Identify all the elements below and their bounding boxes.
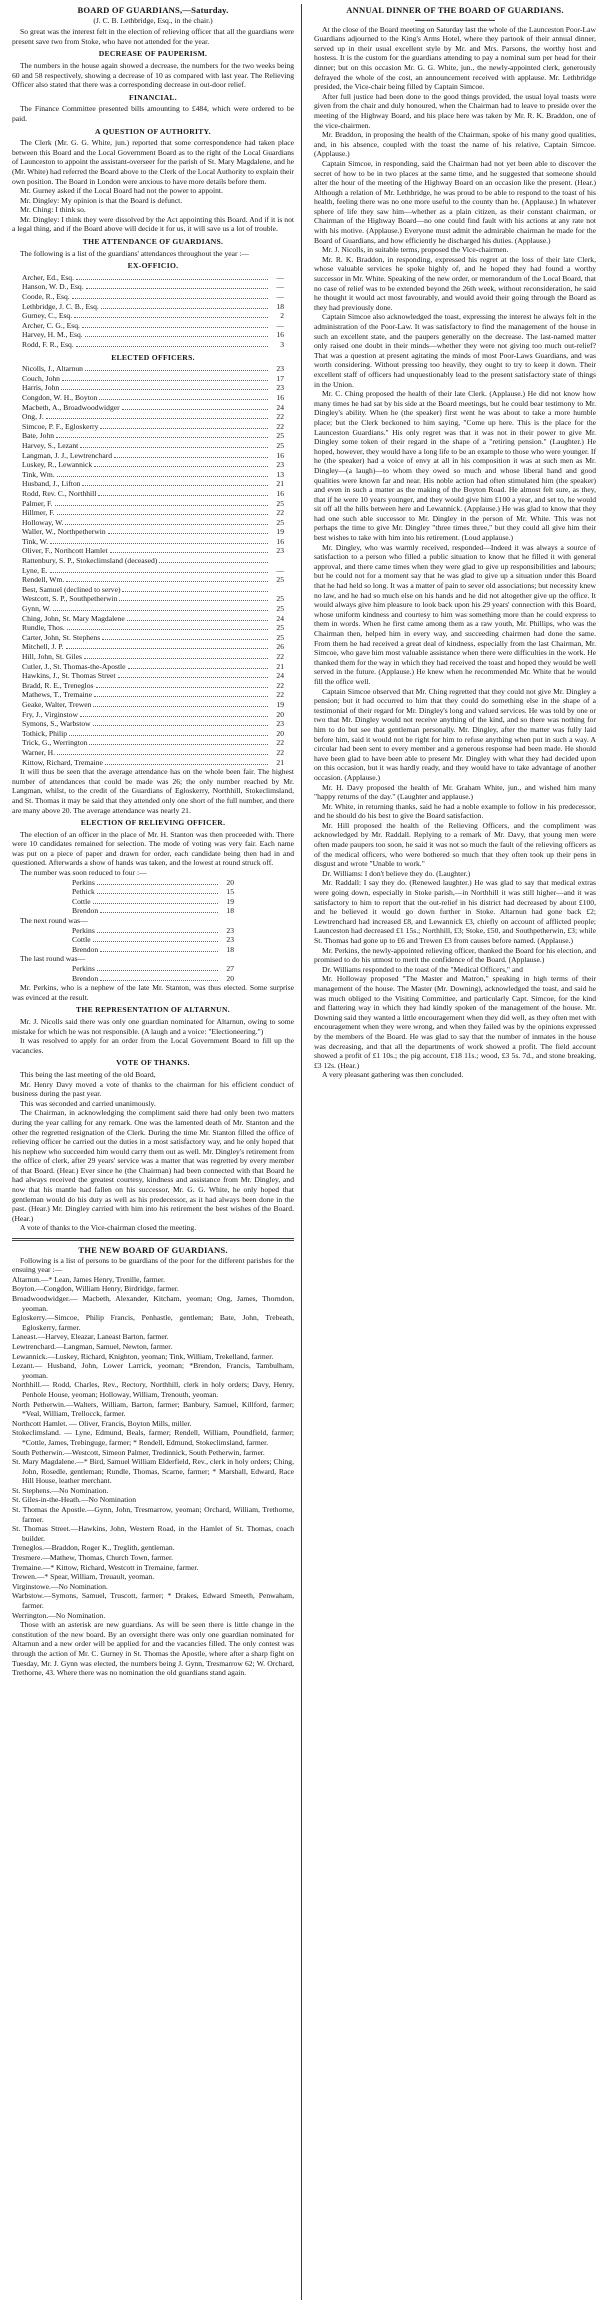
dinner-paragraph: Mr. White, in returning thanks, said he had a noble example to follow in his predecessor, and he should do his best to give the Board satisfaction. (314, 801, 596, 821)
parish-entry: St. Stephens.—No Nomination. (12, 1485, 109, 1495)
attendance-row: Luskey, R., Lewannick 23 (22, 460, 284, 470)
new-board-closing: Those with an asterisk are new guardians. As will be seen there is little change in the constitution of the new board. By an oversight there was only one guardian nominated for Altarnun and a new order will be applied for and the vacancies filled. The only contest was through the action of Mr. C. Gurney in St. Thomas the Apostle, where after a sharp fight on Tuesday, Mr. J. Gynn was elected, the numbers being J. Gynn, Tresmarrow 62; W. Orchard, Trethorne, 43. Where there was no nomination the old guardians stand again. (12, 1620, 294, 1678)
attendance-row: Best, Samuel (declined to serve) (22, 585, 284, 595)
title-rule (415, 20, 495, 21)
dinner-paragraph: Captain Simcoe also acknowledged the toast, expressing the interest he always felt in the administration of the Poor-Law. It was satisfactory to find the management of the house in such an excellent state, and the paupers generally on the decrease. The last-named matter only raised one doubt in their minds—whether they were not giving too much out-relief? That was a question at present agitating the minds of most Poor-Laws Guardians, and was worth considering. Without pressing too heavily, they ought to try to keep it down. Their excellent staff of officers had unquestionably lead to the present satisfactory state of things in the Union. (314, 312, 596, 389)
dinner-paragraph: Mr. Perkins, the newly-appointed relieving officer, thanked the Board for his election, and promised to do his utmost to merit the confidence of the Board. (Applause.) (314, 945, 596, 965)
attendance-row: Simcoe, P. F., Egloskerry 22 (22, 421, 284, 431)
altarnun-heading: THE REPRESENTATION OF ALTARNUN. (76, 1005, 230, 1015)
attendance-summary: It will thus be seen that the average attendance has on the whole been fair. The highest number of attendances that could be made was 26; the only number reached by Mr. Langman, whilst, to the credit of the Guardians of Egloskerry, Northhill, Stokeclimsland, and St. Thomas it may be said that they attended only one short of the full number, and there are many above 20. The average attendance was nearly 21. (12, 767, 294, 815)
new-board-title: THE NEW BOARD OF GUARDIANS. (78, 1245, 228, 1256)
attendance-row: Trick, G., Werrington 22 (22, 738, 284, 748)
vote-row: Cottle 19 (72, 896, 234, 906)
vote-row: Pethick 15 (72, 887, 234, 897)
dinner-paragraph: Mr. R. K. Braddon, in responding, expressed his regret at the loss of their late Clerk, whose valuable services he spoke highly of, and he hoped they had found a worthy successor in Mr. White. Speaking of the new order, or memorandum of the Local Board, that no case of relief was to be extended beyond the 26th week, without reconsideration, he said he thought it would act most favourably, and would avoid their going through the Board as they had previously done. (314, 254, 596, 312)
dinner-title: ANNUAL DINNER OF THE BOARD OF GUARDIANS. (346, 5, 564, 15)
attendance-row: Geake, Walter, Trewen 19 (22, 699, 284, 709)
attendance-row: Rodd, Rev. C., Northhill 16 (22, 488, 284, 498)
attendance-row: Waller, W., Northpetherwin 19 (22, 527, 284, 537)
attendance-row: Macbeth, A., Broadwoodwidger 24 (22, 402, 284, 412)
attendance-row: Fry, J., Virginstow 20 (22, 709, 284, 719)
attendance-intro: The following is a list of the guardians' attendances throughout the year :— (20, 248, 250, 258)
thanks-paragraph: This being the last meeting of the old Board, (20, 1069, 156, 1079)
parish-entry: Werrington.—No Nomination. (12, 1610, 106, 1620)
attendance-row: Congdon, W. H., Boyton 16 (22, 392, 284, 402)
authority-paragraph: Mr. Dingley: My opinion is that the Board is defunct. (20, 195, 183, 205)
parish-entry: South Petherwin.—Westcott, Simeon Palmer, Tredinnick, South Petherwin, farmer. (12, 1447, 265, 1457)
thanks-paragraph: A vote of thanks to the Vice-chairman closed the meeting. (20, 1223, 197, 1233)
dinner-paragraph: Mr. Braddon, in proposing the health of the Chairman, spoke of his many good qualities, and, in his absence, coupled with the toast the name of his relative, Captain Simcoe. (Applause.) (314, 130, 596, 159)
attendance-row: Lyne, E. — (22, 565, 284, 575)
dinner-paragraph: A very pleasant gathering was then concluded. (322, 1070, 464, 1080)
attendance-row: Ong, J. 22 (22, 412, 284, 422)
attendance-row: Bradd, R. E., Treneglos 22 (22, 680, 284, 690)
parish-entry: Lezant.— Husband, John, Lower Larrick, yeoman; *Brendon, Francis, Tambulham, yeoman. (12, 1361, 294, 1380)
parish-entry: Stokeclimsland. — Lyne, Edmund, Beals, farmer; Rendell, William, Poundfield, farmer; *Cottle, James, Trebinguge, farmer; * Rendell, Edmund, Stokeclimsland, farmer. (12, 1428, 294, 1447)
attendance-row: Holloway, W. 25 (22, 517, 284, 527)
parish-list (12, 1275, 294, 1620)
attendance-row: Husband, J., Lifton 21 (22, 479, 284, 489)
attendance-row: Archer, C. G., Esq. — (22, 320, 284, 330)
dinner-paragraph: Mr. C. Ching proposed the health of their late Clerk. (Applause.) He did not know how many times he had sat by his side at the Board meetings, but he could bear testimony to Mr. Dingley's ability. When he (the speaker) first went he was about to take a more humble place; but the Clerk beckoned to him saying, "Come up here. This is the place for the Launceston Guardians." His only regret was that it was not in their power to give Mr. Dingley some token of their regard in the shape of a "retiring pension." (Laughter.) He hoped, however, they would have a long life to be an example to those who were younger. If he (the speaker) had a voice of envy at all in his composition it was at such men as Mr. Dingley—(a laugh)—to whom they owed so much and whose liberal hand and good qualities were known far and near. His noble action had often stimulated him (the speaker) and even in such a matter as the making of the Boyton Road. He almost felt sure, as they, that if he were 10 years younger, and they would give him £100 a year, and set to, he would sit off all the hills between here and Lewannick. (Applause.) He was glad to know that they had one such able successor to Mr. Dingley in the person of Mr. White. This was not perhaps the time to give Mr. Dingley "three times three," but they could all give him their best wishes to take with him into his retirement. (Loud applause.) (314, 389, 596, 543)
vote-round-2 (12, 926, 294, 955)
attendance-row: Archer, Ed., Esq. — (22, 272, 284, 282)
exofficio-list (12, 273, 294, 350)
vote-round-1 (12, 878, 294, 916)
authority-paragraph: Mr. Ching: I think so. (20, 205, 86, 215)
attendance-row: Nicolls, J., Altarnun 23 (22, 364, 284, 374)
attendance-row: Palmer, F. 25 (22, 498, 284, 508)
vote-row: Cottle 23 (72, 935, 234, 945)
chair-line: (J. C. B. Lethbridge, Esq., in the chair.) (93, 15, 213, 25)
parish-entry: Virginstowe.—No Nomination. (12, 1581, 108, 1591)
dinner-paragraph: Mr. Holloway proposed "The Master and Matron," speaking in high terms of their management of the house. The Master (Mr. Downing), acknowledged the toast, and said he was much obliged to the Visiting Committee, and particularly Capt. Simcoe, for the kind and flattering way in which they had kindly spoken of the management of the house. Mr. Downing said they wanted a little encouragement when they did well, as they often met with encouragement when they were wrong, and when they failed was by the opinions expressed by the members of the Board. He was glad to say that the number of inmates in the house was decreasing, and that all the departments of work showed a profit. The field account showed a profit of £1 10s.; the pig account, £18 11s.; wood, £3 5s. 7d., and stone breaking, £3 12s. (Hear.) (314, 974, 596, 1070)
parish-entry: Tresmere.—Mathew, Thomas, Church Town, farmer. (12, 1553, 174, 1563)
authority-paragraph: The Clerk (Mr. G. G. White, jun.) reported that some correspondence had taken place between this Board and the Local Government Board as to the right of the Local Guardians of Launceston to appoint the assistant-overseer for the parish of St. Mary Magdalene, and he (Mr. White) had referred the Board above to the Clerk of the Local Authority to explain their own position. The Board in London were anxious to have more details before them. (12, 138, 294, 186)
pauperism-paragraph: The numbers in the house again showed a decrease, the numbers for the two weeks being 60 and 58 respectively, showing a decrease of 10 as compared with last year. The Relieving Officer also stated that there was a corresponding decrease in out-door relief. (12, 60, 294, 90)
election-heading: ELECTION OF RELIEVING OFFICER. (80, 818, 226, 828)
next-round-label: The next round was— (20, 916, 88, 926)
parish-entry: St. Thomas Street.—Hawkins, John, Western Road, in the Hamlet of St. Thomas, coach builder. (12, 1524, 294, 1543)
attendance-row: Rodd, F. R., Esq. 3 (22, 340, 284, 349)
parish-entry: Lewannick.—Luskey, Richard, Knighton, yeoman; Tink, William, Trekelland, farmer. (12, 1351, 274, 1361)
election-paragraph: The election of an officer in the place of Mr. H. Stanton was then proceeded with. There were 10 candidates remained for selection. The mode of voting was very fair. Each name was put on a piece of paper and drawn for order, each candidate being then had in and questioned. Afterwards a show of hands was taken, and the lowest at round struck off. (12, 829, 294, 868)
attendance-row: Carter, John, St. Stephens 25 (22, 632, 284, 642)
election-paragraph: The number was soon reduced to four :— (20, 868, 147, 878)
parish-entry: Laneast.—Harvey, Eleazar, Laneast Barton, farmer. (12, 1332, 169, 1342)
attendance-row: Harris, John 23 (22, 383, 284, 393)
thanks-paragraph: This was seconded and carried unanimously. (20, 1098, 156, 1108)
dinner-paragraph: Mr. H. Davy proposed the health of Mr. Graham White, jun., and wished him many "happy returns of the day." (Laughter and applause.) (314, 782, 596, 802)
attendance-row: Hill, John, St. Giles 22 (22, 652, 284, 661)
parish-entry: Egloskerry.—Simcoe, Philip Francis, Penhastle, gentleman; Bate, John, Trebeath, Egloskerry, farmer. (12, 1313, 294, 1332)
parish-entry: Broadwoodwidger.— Macbeth, Alexander, Kitcham, yeoman; Ong, James, Thorndon, yeoman. (12, 1294, 294, 1313)
attendance-row: Hanson, W. D., Esq. — (22, 282, 284, 292)
parish-entry: North Petherwin.—Walters, William, Barton, farmer; Banbury, Samuel, Killford, farmer; *Veal, William, Trellocck, farmer. (12, 1399, 294, 1419)
vote-row: Perkins 27 (72, 964, 234, 973)
parish-entry: Boyton.—Congdon, William Henry, Birdridge, farmer. (12, 1284, 179, 1294)
thanks-heading: VOTE OF THANKS. (116, 1058, 190, 1068)
parish-entry: Altarnun.—* Lean, James Henry, Trenille, farmer. (12, 1274, 166, 1284)
attendance-row: Gynn, W. 25 (22, 604, 284, 614)
attendance-row: Tink, W. 16 (22, 536, 284, 546)
attendance-row: Cutler, J., St. Thomas-the-Apostle 21 (22, 661, 284, 671)
attendance-row: Bate, John 25 (22, 431, 284, 441)
pauperism-heading: DECREASE OF PAUPERISM. (98, 49, 208, 59)
parish-entry: St. Giles-in-the-Heath.—No Nomination (12, 1495, 137, 1505)
parish-entry: St. Thomas the Apostle.—Gynn, John, Tresmarrow, yeoman; Orchard, William, Trethorne, farmer. (12, 1505, 294, 1524)
attendance-row: Harvey, H. M., Esq. 16 (22, 330, 284, 340)
attendance-row: Mathews, T., Tremaine 22 (22, 690, 284, 700)
thanks-paragraph: Mr. Henry Davy moved a vote of thanks to the chairman for his efficient conduct of business during the past year. (12, 1079, 294, 1099)
vote-row: Perkins 23 (72, 925, 234, 935)
intro-paragraph: So great was the interest felt in the election of relieving officer that all the guardians were present save two from Stoke, who have not attended for the year. (12, 27, 294, 46)
attendance-row: Lethbridge, J. C. B., Esq. 18 (22, 301, 284, 311)
attendance-heading: THE ATTENDANCE OF GUARDIANS. (82, 237, 224, 247)
parish-entry: Northhill.— Rodd, Charles, Rev., Rectory, Northhill, clerk in holy orders; Davy, Henry, Penhole House, yeoman; Holloway, William, Trenouth, yeoman. (12, 1380, 294, 1399)
dinner-paragraph: Captain Simcoe, in responding, said the Chairman had not yet been able to discover the secret of how to be in two places at the same time, and he suggested that someone should alter the hour of the meeting of the Highway Board on an occasion like the present. (Hear.) Although a relation of Mr. Lethbridge, he was proud to be able to respond to the toast of his health, feeling there was no one more useful to the county than he. (Applause.) In whatever sphere of life they saw him—whether as a plain citizen, as their constant chairman, or Chairman of the Highway Board—no one could find fault with his actions at any rate not with his motive. (Applause.) Everyone must admit the admirable chairman he made for the Board of Guardians, and how efficiently he discharged his duties. (Applause.) (314, 158, 596, 245)
elected-heading: ELECTED OFFICERS. (111, 352, 195, 362)
parish-entry: St. Mary Magdalene.—* Bird, Samuel William Elderfield, Rev., clerk in holy orders; Ching, John, Rosedle, gentleman; Rundle, Thomas, Scarne, farmer; * Marshall, Edward, Race Hill House, leather merchant. (12, 1457, 294, 1486)
dinner-paragraph: Mr. J. Nicolls, in suitable terms, proposed the Vice-chairmen. (322, 245, 509, 255)
attendance-row: Westcott, S. P., Southpetherwin 25 (22, 594, 284, 604)
dinner-paragraph: Dr. Williams responded to the toast of the "Medical Officers," and (322, 964, 523, 974)
exofficio-heading: EX-OFFICIO. (127, 261, 179, 271)
attendance-row: Rattenbury, S. P., Stokeclimsland (deceased) (22, 556, 284, 566)
right-column (314, 6, 596, 1080)
dinner-paragraph: Mr. Hill proposed the health of the Relieving Officers, and the compliment was acknowledged by Mr. Raddall. Replying to a remark of Mr. Davy, that young men were often made paupers too soon, he said it was not so much the fault of the relieving officers as of the medical officers, who were bothered so much that they often took up their pens in disgust and wrote "Unable to work." (314, 820, 596, 869)
dinner-paragraph: At the close of the Board meeting on Saturday last the whole of the Launceston Poor-Law Guardians adjourned to the King's Arms Hotel, where they partook of their annual dinner, served up in their usual excellent style by Mr. and Mrs. Parsons, the worthy host and hostess. It is the custom for the guardians attending to pay a nominal sum per head for their dinner; but on this occasion Mr. G. G. White, jun., the newly-appointed clerk, generously defrayed the whole of the cost, an announcement received with applause. Mr. Lethbridge presided, the Vice-chair being filled by Captain Simcoe. (314, 24, 596, 92)
attendance-row: Oliver, F., Northcott Hamlet 23 (22, 546, 284, 556)
attendance-row: Hillmer, F. 22 (22, 508, 284, 518)
attendance-row: Rendell, Wm. 25 (22, 575, 284, 585)
authority-paragraph: Mr. Dingley: I think they were dissolved by the Act appointing this Board. And if it is not a legal thing, and if the Board above will decide it for us, it will save us a lot of trouble. (12, 214, 294, 234)
parish-entry: Tremaine.—* Kittow, Richard, Westcott in Tremaine, farmer. (12, 1562, 199, 1572)
parish-entry: Treneglos.—Braddon, Roger K., Treglith, gentleman. (12, 1543, 175, 1553)
attendance-row: Harvey, S., Lezant 25 (22, 440, 284, 450)
financial-paragraph: The Finance Committee presented bills amounting to £484, which were ordered to be paid. (12, 104, 294, 123)
dinner-paragraph: After full justice had been done to the good things provided, the usual loyal toasts were given from the chair and duly honoured, when the Chairman had to leave to preside over the meeting of the Highway Board, and his place here was taken by Mr. R. K. Braddon, one of the vice-chairmen. (314, 91, 596, 130)
attendance-row: Couch, John 17 (22, 373, 284, 383)
parish-entry: Northcott Hamlet. — Oliver, Francis, Boyton Mills, miller. (12, 1418, 192, 1428)
parish-entry: Lewtrenchard.—Langman, Samuel, Newton, farmer. (12, 1341, 173, 1351)
thanks-paragraph: The Chairman, in acknowledging the compliment said there had only been two matters during the year calling for any remark. One was the lamented death of Mr. Stanton and the other the regretted resignation of the Clerk. During the time Mr. Stanton filled the office of relieving officer he carried out the duties in a most satisfactory way, and he only hoped that his nephew who succeeded him would carry them out as well. Mr. Dingley's retirement from the office of clerk, after 29 years' service was a matter that was regretted by every member of that Board. (Hear.) Ever since he (the Chairman) had been connected with that Board he had always received the greatest courtesy, kindness and assistance from Mr. Dingley, and now that his mantle had fallen on his successor, Mr. G. G. White, he only hoped that gentleman would do his duty as well as his predecessor, as it had always been done in the past. (Hear.) Mr. Dingley carried with him into his retirement the best wishes of the Board. (Hear.) (12, 1108, 294, 1223)
last-round-label: The last round was— (20, 954, 86, 964)
attendance-row: Gurney, C., Esq. 2 (22, 311, 284, 321)
dinner-paragraph: Mr. Dingley, who was warmly received, responded—Indeed it was always a source of satisfaction to a person who filled a public situation to know that he filled it with general approval, and there came times when they were glad to give up responsibilities and labours; but he could not for a moment say that he was glad to give up a situation under this Board that he had held so long. It was a matter of pain to sever old associations; but necessity knew no law, and he had so much else on his hands and he did not altogether give up the office. It would always give him pleasure to look back upon his 29 years' connection with this Board, whose uniform kindness and courtesy to him was something more than he could express to them in words. When he first came among them as a raw youth, Mr. Phillips, who was the Chairman then, helped him in every way, and succeeding chairmen had done the same. From them he had received a great deal of kindness, especially from the last Chairman, Mr. Simcoe, who gave him most valuable assistance when there were difficulties in the work. He thanked them for the way in which they had received the toast and hoped they would be well served in the future. (Applause.) He knew when he recommended Mr. White that he would fill the office well. (314, 542, 597, 686)
parish-entry: Warbstow.—Symons, Samuel, Truscott, farmer; * Drakes, Edward Smeeth, Penwaham, farmer. (12, 1591, 294, 1610)
vote-row: Brendon 18 (72, 944, 234, 954)
attendance-row: Ching, John, St. Mary Magdalene 24 (22, 613, 284, 623)
altarnun-paragraph: It was resolved to apply for an order from the Local Government Board to fill up the vacancies. (12, 1036, 294, 1055)
altarnun-paragraph: Mr. J. Nicolls said there was only one guardian nominated for Altarnun, owing to some mistake for which he was not responsible. (A laugh and a voice: "Electioneering.") (12, 1016, 294, 1036)
dinner-paragraph: Captain Simcoe observed that Mr. Ching regretted that they could not give Mr. Dingley a pension; but it had occurred to him that they could do something else in the shape of a testimonial of their regard for Mr. Dingley's long and valued services. He was told by one or two that Mr. Dingley would not receive anything of the kind, and so there was nothing for him to do but see that gentleman personally. Mr. Dingley, after the matter was fully laid before him, said it would not be right for him to refuse anything when put in such a way. A circular had been sent to every member and a generous response had been made. He should have been glad to have been able to present Mr. Dingley with what they had decided upon on this occasion, but it was hardly ready, and they would have to take advantage of another occasion. (Applause.) (314, 686, 596, 782)
authority-paragraph: Mr. Gurney asked if the Local Board had not the power to appoint. (20, 186, 223, 196)
election-result: Mr. Perkins, who is a nephew of the late Mr. Stanton, was thus elected. Some surprise was evinced at the result. (12, 983, 294, 1002)
vote-row: Brendon 18 (72, 906, 234, 916)
dinner-paragraph: Mr. Raddall: I say they do. (Renewed laughter.) He was glad to say that medical extras were going down, especially in Stoke parish,—in Northhill it was still higher—and it was satisfactory to him to report that the out-relief in his district had decreased by about £100, and he believed it would go down further in Stoke. Altarnun had gone back £2; Lewtrenchard had increased £8, and Lewannick £3, chiefly on account of afflicted people; Launceston had decreased £1 15s.; Northhill, £3; Stoke, £50, and Southpetherwin, £3; while St. Thomas had gone up to £6 and Trewen £3 from causes before named. (Applause.) (314, 878, 596, 945)
attendance-row: Rundle, Thos. 25 (22, 623, 284, 633)
attendance-row: Tothick, Philip 20 (22, 728, 284, 738)
attendance-row: Mitchell, J. P. 26 (22, 642, 284, 652)
attendance-row: Coode, R., Esq. — (22, 292, 284, 302)
vote-round-3 (12, 964, 294, 983)
left-column (12, 6, 294, 1678)
attendance-row: Symons, S., Warbstow 23 (22, 719, 284, 729)
new-board-intro: Following is a list of persons to be guardians of the poor for the different parishes for the ensuing year :— (12, 1255, 294, 1275)
attendance-row: Hawkins, J., St. Thomas Street 24 (22, 671, 284, 681)
dinner-paragraph: Dr. Williams: I don't believe they do. (Laughter.) (322, 868, 471, 878)
attendance-row: Warner, H. 22 (22, 747, 284, 757)
attendance-row: Tink, Wm. 13 (22, 469, 284, 479)
elected-list (12, 364, 294, 767)
vote-row: Brendon 20 (72, 973, 234, 983)
financial-heading: FINANCIAL. (129, 92, 177, 102)
authority-heading: A QUESTION OF AUTHORITY. (95, 126, 211, 136)
parish-entry: Trewen.—* Spear, William, Treuault, yeoman. (12, 1572, 155, 1582)
attendance-row: Langman, J. J., Lewtrenchard 16 (22, 450, 284, 460)
section-divider (12, 1238, 294, 1241)
column-rule (301, 4, 302, 2300)
vote-row: Perkins 20 (72, 877, 234, 887)
board-meeting-title: BOARD OF GUARDIANS,—Saturday. (77, 5, 229, 15)
attendance-row: Kittow, Richard, Tremaine 21 (22, 757, 284, 767)
